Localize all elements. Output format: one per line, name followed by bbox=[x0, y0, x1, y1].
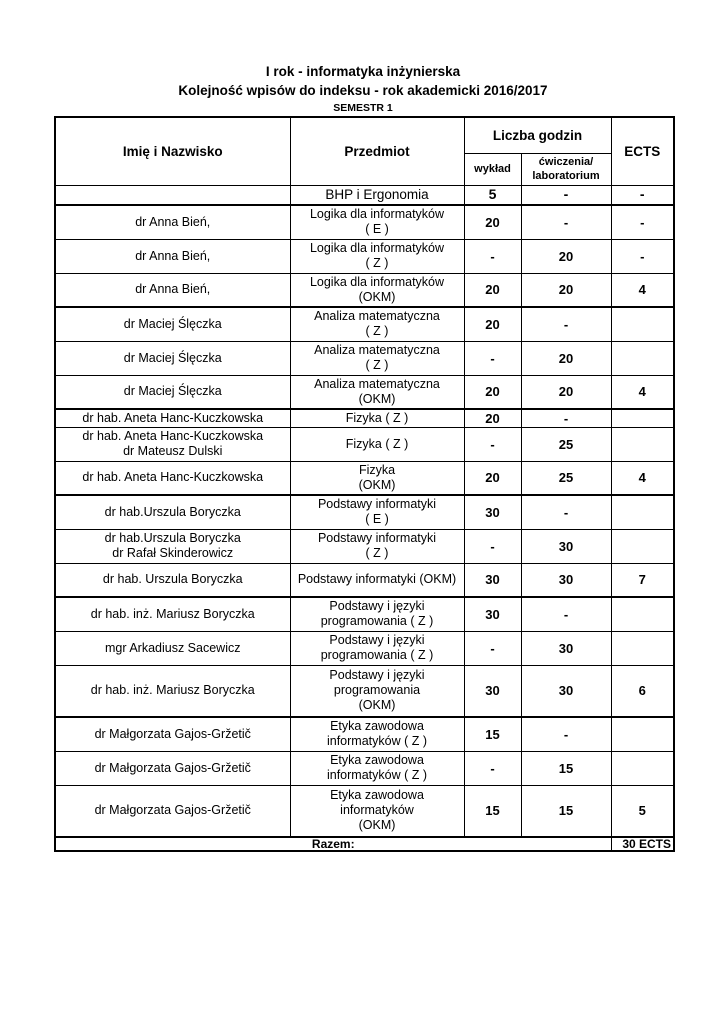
subject-cell bbox=[290, 751, 464, 785]
subject-cell-line: Fizyka ( Z ) bbox=[345, 436, 409, 451]
lecturer-cell bbox=[55, 751, 290, 785]
table-row bbox=[55, 785, 674, 837]
lecture-hours-cell: 30 bbox=[464, 597, 521, 631]
ects-cell bbox=[611, 495, 674, 529]
table-row bbox=[55, 563, 674, 597]
exercise-hours-cell: 25 bbox=[521, 427, 611, 461]
exercise-hours-cell: - bbox=[521, 495, 611, 529]
lecture-hours-cell: 20 bbox=[464, 205, 521, 239]
lecturer-cell bbox=[55, 185, 290, 205]
lecturer-cell bbox=[55, 273, 290, 307]
lecture-hours-cell: - bbox=[464, 341, 521, 375]
ects-cell: 6 bbox=[611, 665, 674, 717]
table-row bbox=[55, 427, 674, 461]
lecturer-cell-line: mgr Arkadiusz Sacewicz bbox=[105, 640, 241, 655]
lecturer-cell bbox=[55, 375, 290, 409]
subject-cell-line: Podstawy informatyki bbox=[317, 497, 437, 512]
subject-cell-line: programowania ( Z ) bbox=[320, 648, 434, 662]
subject-cell-line: Podstawy i języki bbox=[329, 633, 425, 647]
subject-cell-line: ( Z ) bbox=[365, 546, 389, 560]
lecture-hours-cell: 5 bbox=[464, 185, 521, 205]
subject-cell bbox=[290, 205, 464, 239]
lecturer-cell bbox=[55, 665, 290, 717]
subject-cell bbox=[290, 427, 464, 461]
table-row bbox=[55, 341, 674, 375]
ects-cell: 4 bbox=[611, 375, 674, 409]
ects-cell: - bbox=[611, 185, 674, 205]
subject-cell bbox=[290, 665, 464, 717]
ects-cell bbox=[611, 427, 674, 461]
subject-cell-line: programowania bbox=[333, 683, 421, 698]
courses-table bbox=[54, 116, 675, 852]
subject-cell bbox=[290, 495, 464, 529]
subject-cell-line: (OKM) bbox=[358, 477, 396, 492]
lecture-hours-cell: 30 bbox=[464, 665, 521, 717]
subject-cell-line: ( Z ) bbox=[365, 358, 389, 372]
lecturer-cell-line: dr hab. Urszula Boryczka bbox=[102, 572, 243, 587]
exercise-hours-cell: 20 bbox=[521, 375, 611, 409]
lecturer-cell-line: dr Maciej Ślęczka bbox=[123, 350, 222, 365]
table-row bbox=[55, 409, 674, 427]
total-ects: 30 ECTS bbox=[611, 837, 674, 851]
subject-cell bbox=[290, 461, 464, 495]
column-header-subject: Przedmiot bbox=[290, 117, 464, 185]
table-row bbox=[55, 461, 674, 495]
table-row bbox=[55, 185, 674, 205]
ects-cell: 5 bbox=[611, 785, 674, 837]
column-header-hours: Liczba godzin bbox=[464, 117, 611, 153]
ects-cell: - bbox=[611, 205, 674, 239]
table-row bbox=[55, 375, 674, 409]
table-row bbox=[55, 751, 674, 785]
lecturer-cell-line: dr hab. Aneta Hanc-Kuczkowska bbox=[82, 429, 264, 443]
exercise-hours-cell: 15 bbox=[521, 751, 611, 785]
lecturer-cell-line: dr hab. inż. Mariusz Boryczka bbox=[90, 683, 255, 698]
ects-cell bbox=[611, 631, 674, 665]
lecturer-cell-line: dr Mateusz Dulski bbox=[123, 444, 223, 458]
subject-cell-line: Podstawy i języki bbox=[329, 668, 425, 683]
subject-cell-line: ( Z ) bbox=[365, 324, 389, 339]
subject-cell-line: (OKM) bbox=[358, 818, 396, 833]
exercise-hours-cell: - bbox=[521, 185, 611, 205]
ects-cell: - bbox=[611, 239, 674, 273]
lecture-hours-cell: 20 bbox=[464, 461, 521, 495]
ects-cell: 4 bbox=[611, 461, 674, 495]
lecturer-cell bbox=[55, 409, 290, 427]
lecturer-cell bbox=[55, 461, 290, 495]
subject-cell bbox=[290, 785, 464, 837]
subject-cell-line: Etyka zawodowa bbox=[330, 753, 424, 767]
lecturer-cell bbox=[55, 563, 290, 597]
subject-cell bbox=[290, 597, 464, 631]
exercise-hours-cell: - bbox=[521, 409, 611, 427]
subject-cell-line: Analiza matematyczna bbox=[314, 376, 440, 391]
lecturer-cell bbox=[55, 307, 290, 341]
ects-cell bbox=[611, 751, 674, 785]
subject-cell-line: Podstawy i języki bbox=[329, 599, 425, 614]
lecture-hours-cell: 15 bbox=[464, 785, 521, 837]
lecturer-cell bbox=[55, 341, 290, 375]
table-row bbox=[55, 665, 674, 717]
subject-cell-line: informatyków ( Z ) bbox=[326, 768, 427, 782]
exercise-hours-cell: - bbox=[521, 307, 611, 341]
lecturer-cell-line: dr hab. inż. Mariusz Boryczka bbox=[90, 606, 255, 621]
lecturer-cell bbox=[55, 239, 290, 273]
subject-cell-line: Logika dla informatyków bbox=[309, 241, 445, 255]
subject-cell-line: (OKM) bbox=[358, 698, 396, 713]
subject-cell bbox=[290, 341, 464, 375]
lecturer-cell bbox=[55, 597, 290, 631]
lecture-hours-cell: 20 bbox=[464, 273, 521, 307]
ects-cell bbox=[611, 307, 674, 341]
subject-cell-line: Etyka zawodowa bbox=[330, 788, 424, 803]
subject-cell-line: informatyków ( Z ) bbox=[326, 734, 427, 749]
lecture-hours-cell: - bbox=[464, 631, 521, 665]
ects-cell: 4 bbox=[611, 273, 674, 307]
subject-cell-line: (OKM) bbox=[358, 289, 396, 304]
exercise-hours-cell: - bbox=[521, 205, 611, 239]
exercise-hours-cell: 30 bbox=[521, 631, 611, 665]
table-row bbox=[55, 307, 674, 341]
ects-cell bbox=[611, 409, 674, 427]
lecture-hours-cell: 15 bbox=[464, 717, 521, 751]
lecturer-cell-line: dr Małgorzata Gajos-Gržetič bbox=[94, 726, 251, 741]
table-row bbox=[55, 239, 674, 273]
exercise-hours-cell: 30 bbox=[521, 529, 611, 563]
ects-cell: 7 bbox=[611, 563, 674, 597]
lecturer-cell bbox=[55, 205, 290, 239]
subject-cell-line: Analiza matematyczna bbox=[314, 343, 440, 357]
subject-cell bbox=[290, 239, 464, 273]
ects-cell bbox=[611, 597, 674, 631]
table-row bbox=[55, 597, 674, 631]
subject-cell bbox=[290, 409, 464, 427]
subject-cell bbox=[290, 185, 464, 205]
lecturer-cell-line: dr Anna Bień, bbox=[135, 282, 211, 297]
lecture-hours-cell: 30 bbox=[464, 495, 521, 529]
subject-cell bbox=[290, 717, 464, 751]
exercise-hours-cell: 30 bbox=[521, 563, 611, 597]
exercise-hours-cell: 15 bbox=[521, 785, 611, 837]
lecture-hours-cell: - bbox=[464, 751, 521, 785]
subject-cell-line: BHP i Ergonomia bbox=[325, 187, 429, 203]
ects-cell bbox=[611, 341, 674, 375]
lecturer-cell bbox=[55, 785, 290, 837]
lecturer-cell-line: dr Anna Bień, bbox=[135, 248, 211, 263]
lecturer-cell-line: dr hab. Aneta Hanc-Kuczkowska bbox=[82, 410, 264, 425]
lecturer-cell bbox=[55, 427, 290, 461]
lecturer-cell bbox=[55, 495, 290, 529]
subject-cell-line: ( E ) bbox=[365, 512, 389, 527]
ects-cell bbox=[611, 529, 674, 563]
exercise-hours-cell: 20 bbox=[521, 273, 611, 307]
lecture-hours-cell: - bbox=[464, 427, 521, 461]
column-header-name: Imię i Nazwisko bbox=[55, 117, 290, 185]
subject-cell-line: Fizyka ( Z ) bbox=[345, 410, 409, 425]
subject-cell-line: ( E ) bbox=[365, 222, 389, 237]
subject-cell bbox=[290, 273, 464, 307]
total-label: Razem: bbox=[55, 837, 611, 851]
subject-cell bbox=[290, 529, 464, 563]
lecturer-cell-line: dr hab. Aneta Hanc-Kuczkowska bbox=[82, 470, 264, 485]
subject-cell-line: Podstawy informatyki (OKM) bbox=[297, 572, 457, 587]
exercise-hours-cell: 30 bbox=[521, 665, 611, 717]
lecture-hours-cell: 30 bbox=[464, 563, 521, 597]
lecturer-cell-line: dr Małgorzata Gajos-Gržetič bbox=[94, 803, 251, 818]
exercise-hours-cell: 20 bbox=[521, 341, 611, 375]
subject-cell-line: Podstawy informatyki bbox=[317, 531, 437, 545]
semester-label: SEMESTR 1 bbox=[333, 102, 393, 114]
lecturer-cell bbox=[55, 717, 290, 751]
exercise-hours-cell: 20 bbox=[521, 239, 611, 273]
subject-cell bbox=[290, 307, 464, 341]
subject-cell bbox=[290, 631, 464, 665]
table-row bbox=[55, 273, 674, 307]
table-row bbox=[55, 717, 674, 751]
exercise-hours-cell: - bbox=[521, 597, 611, 631]
document-title: I rok - informatyka inżynierska bbox=[265, 64, 461, 79]
table-row bbox=[55, 631, 674, 665]
column-header-ects: ECTS bbox=[611, 117, 674, 185]
lecturer-cell-line: dr Małgorzata Gajos-Gržetič bbox=[94, 760, 251, 775]
table-row bbox=[55, 529, 674, 563]
subject-cell-line: informatyków bbox=[340, 803, 414, 818]
column-header-lecture: wykład bbox=[464, 153, 521, 185]
document-subtitle: Kolejność wpisów do indeksu - rok akademicki 2016/2017 bbox=[178, 83, 548, 98]
lecture-hours-cell: - bbox=[464, 529, 521, 563]
lecturer-cell-line: dr Anna Bień, bbox=[135, 214, 211, 229]
subject-cell-line: Logika dla informatyków bbox=[309, 274, 445, 289]
subject-cell bbox=[290, 563, 464, 597]
exercise-hours-cell: 25 bbox=[521, 461, 611, 495]
lecture-hours-cell: 20 bbox=[464, 307, 521, 341]
subject-cell-line: Etyka zawodowa bbox=[330, 719, 424, 734]
subject-cell-line: ( Z ) bbox=[365, 256, 389, 270]
lecture-hours-cell: - bbox=[464, 239, 521, 273]
lecturer-cell bbox=[55, 529, 290, 563]
lecturer-cell-line: dr Maciej Ślęczka bbox=[123, 316, 222, 331]
subject-cell-line: (OKM) bbox=[358, 391, 396, 406]
table-row bbox=[55, 205, 674, 239]
column-header-exercises: ćwiczenia/ laboratorium bbox=[521, 153, 611, 185]
lecturer-cell-line: dr Maciej Ślęczka bbox=[123, 384, 222, 399]
lecturer-cell-line: dr hab.Urszula Boryczka bbox=[104, 504, 241, 519]
lecturer-cell bbox=[55, 631, 290, 665]
subject-cell bbox=[290, 375, 464, 409]
table-row bbox=[55, 495, 674, 529]
lecture-hours-cell: 20 bbox=[464, 375, 521, 409]
subject-cell-line: Analiza matematyczna bbox=[314, 309, 440, 324]
lecturer-cell-line: dr Rafał Skinderowicz bbox=[112, 546, 234, 560]
subject-cell-line: programowania ( Z ) bbox=[320, 614, 434, 629]
subject-cell-line: Logika dla informatyków bbox=[309, 207, 445, 222]
ects-cell bbox=[611, 717, 674, 751]
subject-cell-line: Fizyka bbox=[358, 462, 396, 477]
lecture-hours-cell: 20 bbox=[464, 409, 521, 427]
table-body bbox=[55, 185, 674, 837]
lecturer-cell-line: dr hab.Urszula Boryczka bbox=[104, 531, 241, 545]
exercise-hours-cell: - bbox=[521, 717, 611, 751]
